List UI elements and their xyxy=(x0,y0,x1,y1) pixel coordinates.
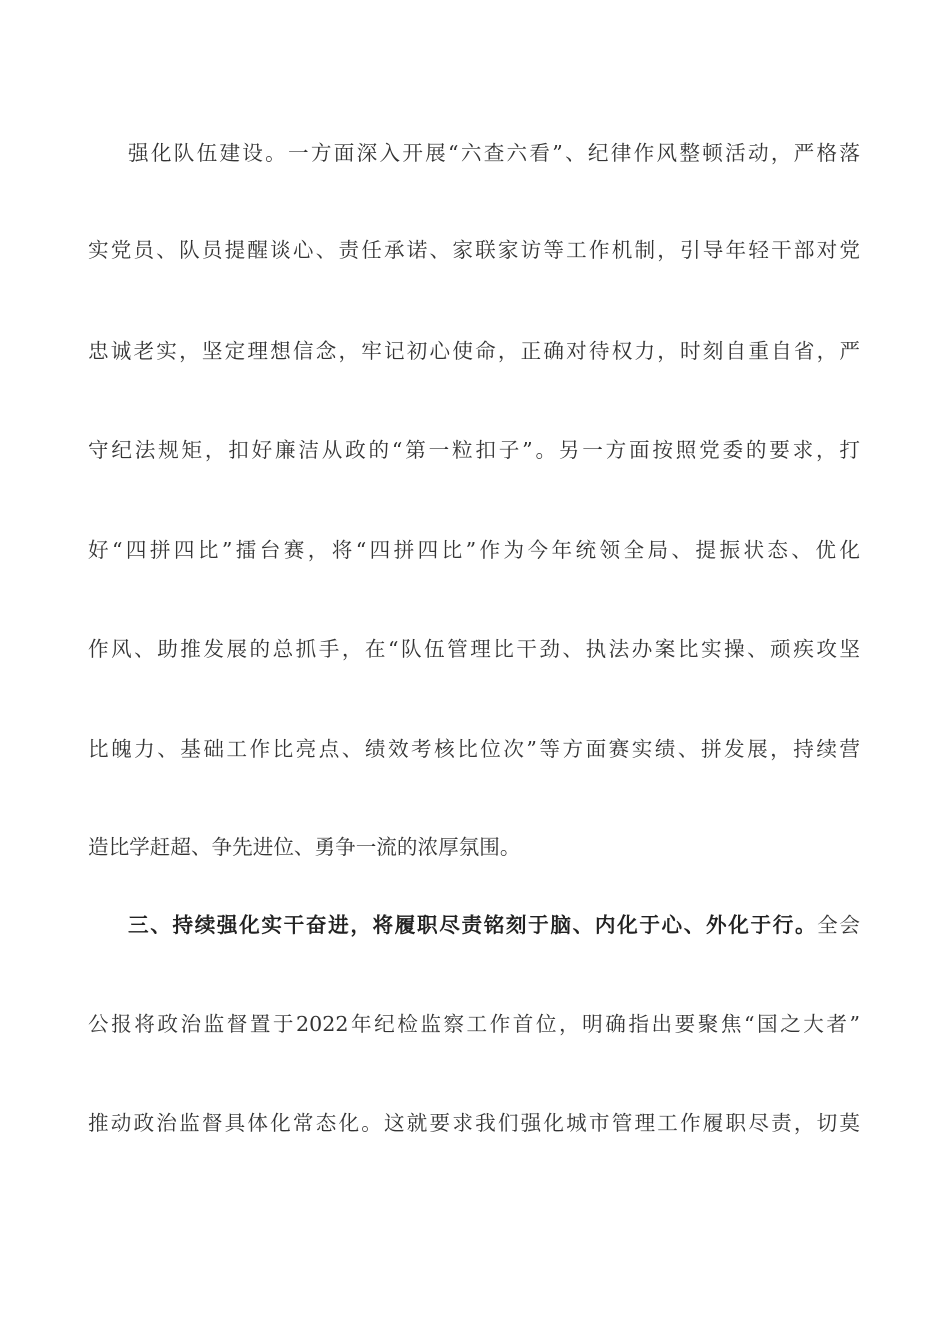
paragraph1-line-2: 实党员、队员提醒谈心、责任承诺、家联家访等工作机制，引导年轻干部对党 xyxy=(88,238,860,262)
paragraph1-line-5: 好“四拼四比”擂台赛，将“四拼四比”作为今年统领全局、提振状态、优化 xyxy=(88,538,860,562)
paragraph2-line-2: 公报将政治监督置于2022年纪检监察工作首位，明确指出要聚焦“国之大者” xyxy=(88,1012,860,1036)
section-heading-tail: 全会 xyxy=(817,913,860,937)
paragraph1-line-6: 作风、助推发展的总抓手，在“队伍管理比干劲、执法办案比实操、顽疾攻坚 xyxy=(88,637,860,661)
paragraph2-heading-line xyxy=(128,905,860,945)
paragraph1-line-4: 守纪法规矩，扣好廉洁从政的“第一粒扣子”。另一方面按照党委的要求，打 xyxy=(88,438,860,462)
paragraph2-line-3: 推动政治监督具体化常态化。这就要求我们强化城市管理工作履职尽责，切莫 xyxy=(88,1111,860,1135)
paragraph1-line-1: 强化队伍建设。一方面深入开展“六查六看”、纪律作风整顿活动，严格落 xyxy=(128,141,860,165)
paragraph1-line-8: 造比学赶超、争先进位、勇争一流的浓厚氛围。 xyxy=(88,835,521,859)
paragraph1-line-7: 比魄力、基础工作比亮点、绩效考核比位次”等方面赛实绩、拼发展，持续营 xyxy=(88,737,860,761)
paragraph1-line-3: 忠诚老实，坚定理想信念，牢记初心使命，正确对待权力，时刻自重自省，严 xyxy=(88,339,860,363)
section-heading: 三、持续强化实干奋进，将履职尽责铭刻于脑、内化于心、外化于行。 xyxy=(128,913,818,937)
